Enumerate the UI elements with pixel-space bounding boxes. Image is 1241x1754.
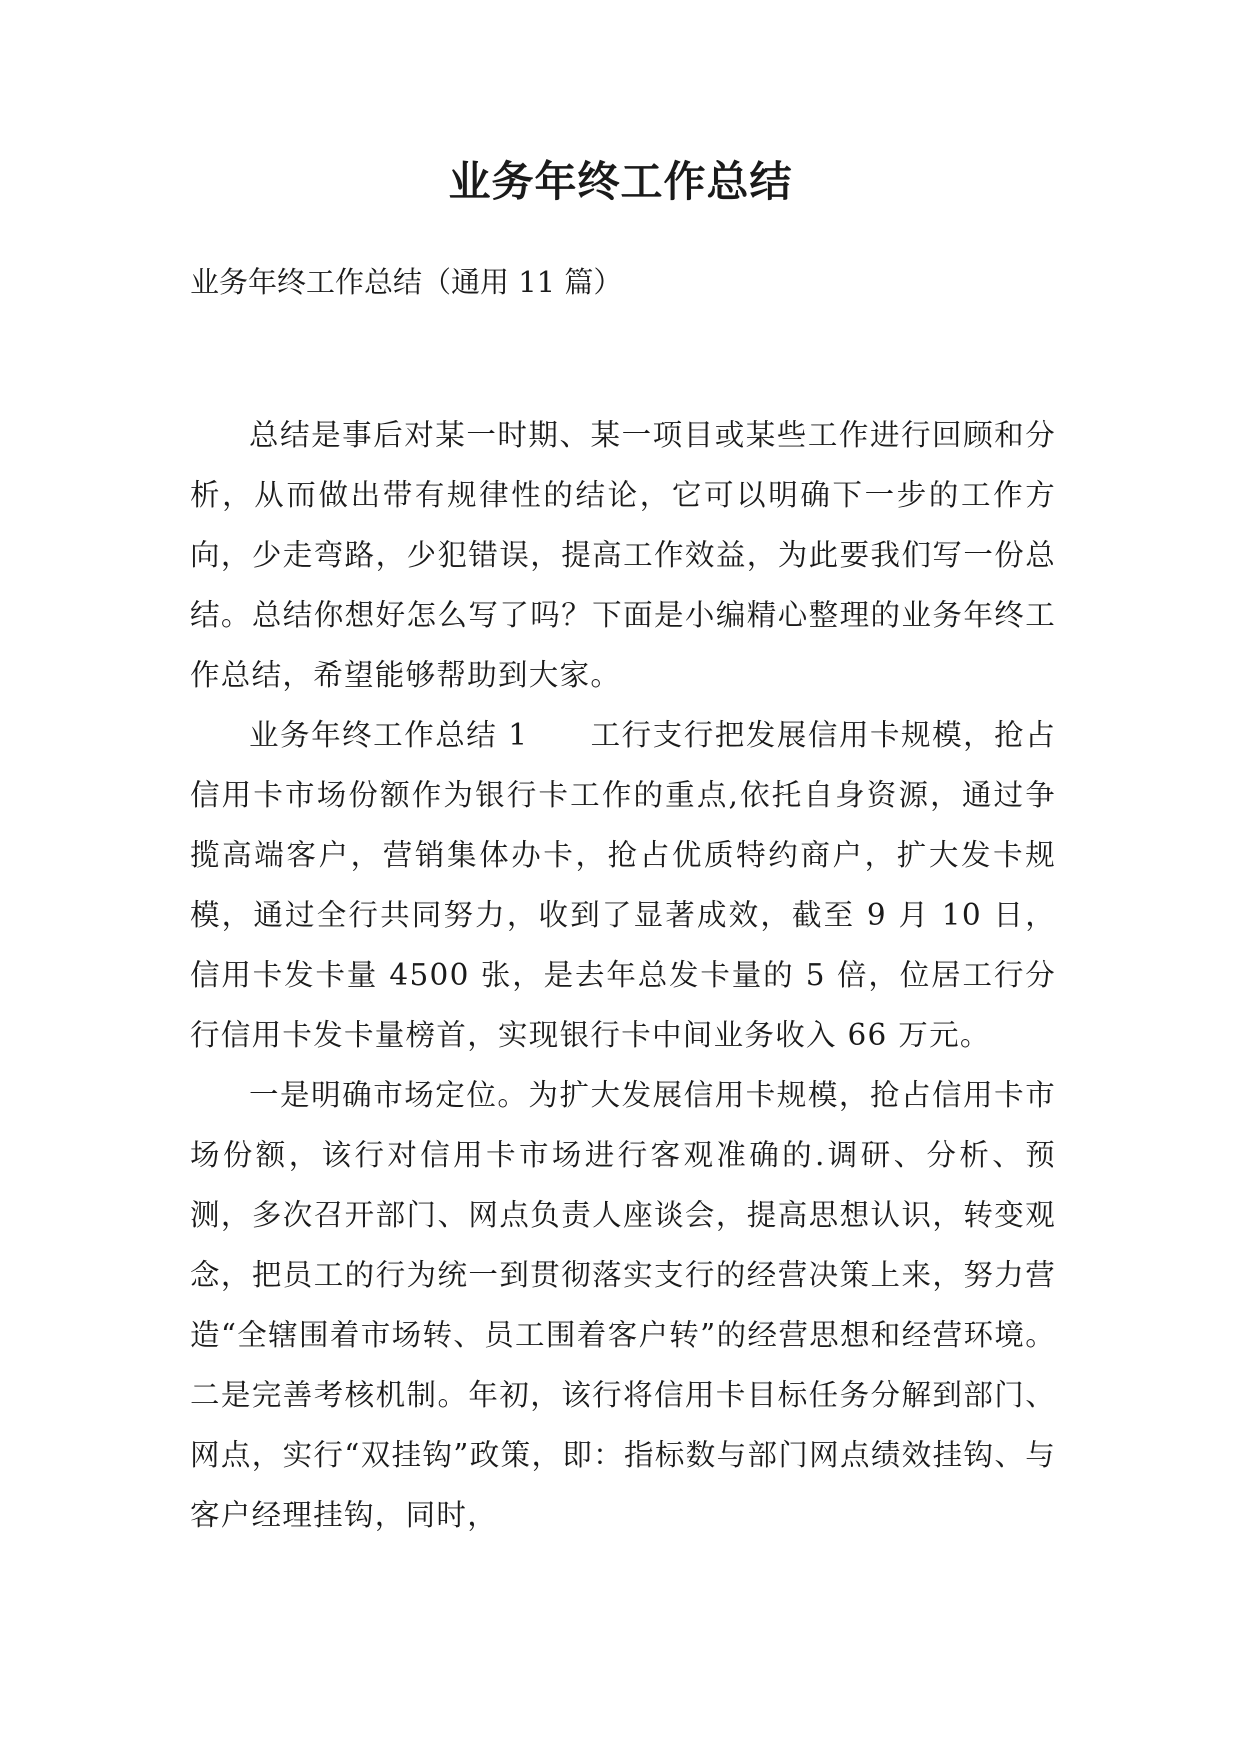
paragraph-measures: 一是明确市场定位。为扩大发展信用卡规模，抢占信用卡市场份额，该行对信用卡市场进行客观准确的.调研、分析、预测，多次召开部门、网点负责人座谈会，提高思想认识，转变观念，把员工的行为统一到贯彻落实支行的经营决策上来，努力营造“全辖围着市场转、员工围着客户转”的经营思想和经营环境。 二是完善考核机制。年初，该行将信用卡目标任务分解到部门、网点，实行“双挂钩”政策，即：指标数与部门网点绩效挂钩、与客户经理挂钩，同时，: [190, 1078, 1056, 1532]
document-subtitle: 业务年终工作总结（通用 11 篇）: [190, 265, 623, 299]
document-body: [190, 405, 1056, 1545]
paragraph-summary-1: 业务年终工作总结 1 工行支行把发展信用卡规模，抢占信用卡市场份额作为银行卡工作的重点,依托自身资源，通过争揽高端客户，营销集体办卡，抢占优质特约商户，扩大发卡规模，通过全行共同努力，收到了显著成效，截至 9 月 10 日，信用卡发卡量 4500 张，是去年总发卡量的 5 倍，位居工行分行信用卡发卡量榜首，实现银行卡中间业务收入 66 万元。: [190, 718, 1056, 1052]
paragraph-intro: 总结是事后对某一时期、某一项目或某些工作进行回顾和分析，从而做出带有规律性的结论，它可以明确下一步的工作方向，少走弯路，少犯错误，提高工作效益，为此要我们写一份总结。总结你想好怎么写了吗？下面是小编精心整理的业务年终工作总结，希望能够帮助到大家。: [190, 418, 1056, 692]
document-title: 业务年终工作总结: [448, 157, 793, 206]
